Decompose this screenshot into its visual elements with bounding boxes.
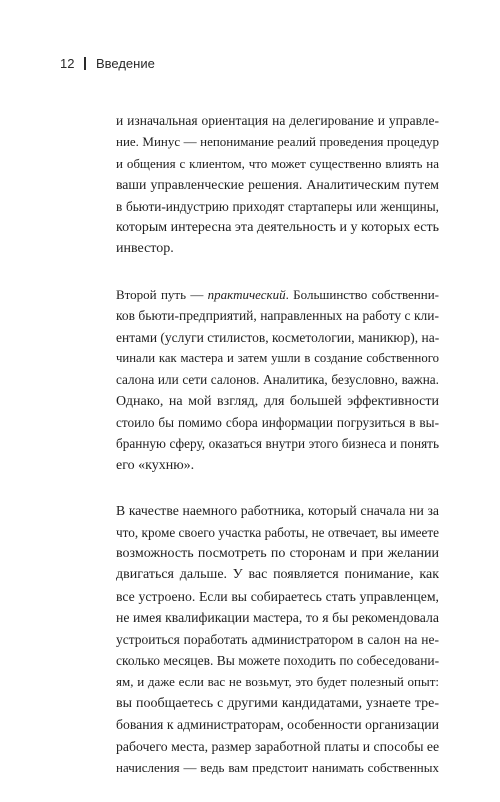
text-line: возможность посмотреть по сторонам и при желании: [116, 546, 439, 562]
text-line: ваши управленческие решения. Аналитическим путем: [116, 177, 439, 193]
text-line: и изначальная ориентация на делегирование и управле-: [116, 113, 439, 128]
text-line: вы пообщаетесь с другими кандидатами, узнаете тре-: [116, 695, 439, 711]
emphasized-text: практический: [207, 286, 286, 302]
text-line: стоило бы помимо сбора информации погрузиться в вы-: [116, 415, 439, 431]
text-line: устроиться поработать администратором в салон на не-: [116, 631, 439, 647]
text-line: бования к администраторам, особенности организации: [116, 717, 439, 733]
text-line: в бьюти-индустрию приходят стартаперы или женщины,: [116, 198, 439, 214]
text-line: его «кухню».: [116, 457, 195, 473]
text-run: . Большинство собственни-: [285, 286, 439, 302]
text-line: [116, 284, 439, 305]
paragraph: [116, 284, 439, 477]
text-line: Однако, на мой взгляд, для большей эффективности: [116, 393, 439, 409]
page-number: 12: [60, 56, 75, 71]
text-line: что, кроме своего участка работы, не отвечает, вы имеете: [116, 524, 439, 540]
section-title: Введение: [95, 56, 155, 71]
body-text: [116, 110, 439, 802]
text-line: двигаться дальше. У вас появляется понимание, как: [116, 567, 439, 583]
running-header: [60, 56, 155, 71]
paragraph: [116, 110, 439, 260]
text-run: Второй путь —: [116, 286, 208, 302]
text-line: инвестор.: [116, 241, 174, 257]
text-line: ние. Минус — непонимание реалий проведения процедур: [116, 134, 439, 150]
text-line: начисления — ведь вам предстоит нанимать собственных: [116, 759, 439, 775]
text-line: и общения с клиентом, что может существенно влиять на: [116, 155, 439, 171]
text-line: которым интересна эта деятельность и у которых есть: [116, 219, 439, 235]
text-line: сколько месяцев. Вы можете походить по собеседовани-: [116, 652, 439, 668]
header-separator: [84, 57, 86, 70]
text-line: ентами (услуги стилистов, косметологии, маникюр), на-: [116, 329, 439, 345]
text-line: бранную сферу, оказаться внутри этого бизнеса и понять: [116, 436, 439, 452]
text-line: чинали как мастера и затем ушли в создание собственного: [116, 350, 439, 365]
text-line: салона или сети салонов. Аналитика, безусловно, важна.: [116, 372, 439, 388]
text-line: рабочего места, размер заработной платы и способы ее: [116, 738, 439, 754]
text-line: не имея квалификации мастера, то я бы рекомендовала: [116, 610, 439, 626]
text-line: ям, и даже если вас не возьмут, это будет полезный опыт:: [116, 674, 439, 690]
text-line: В качестве наемного работника, который сначала ни за: [116, 503, 439, 519]
text-line: ков бьюти-предприятий, направленных на работу с кли-: [116, 308, 439, 324]
text-line: все устроено. Если вы собираетесь стать управленцем,: [116, 588, 439, 604]
paragraph: [116, 500, 439, 778]
